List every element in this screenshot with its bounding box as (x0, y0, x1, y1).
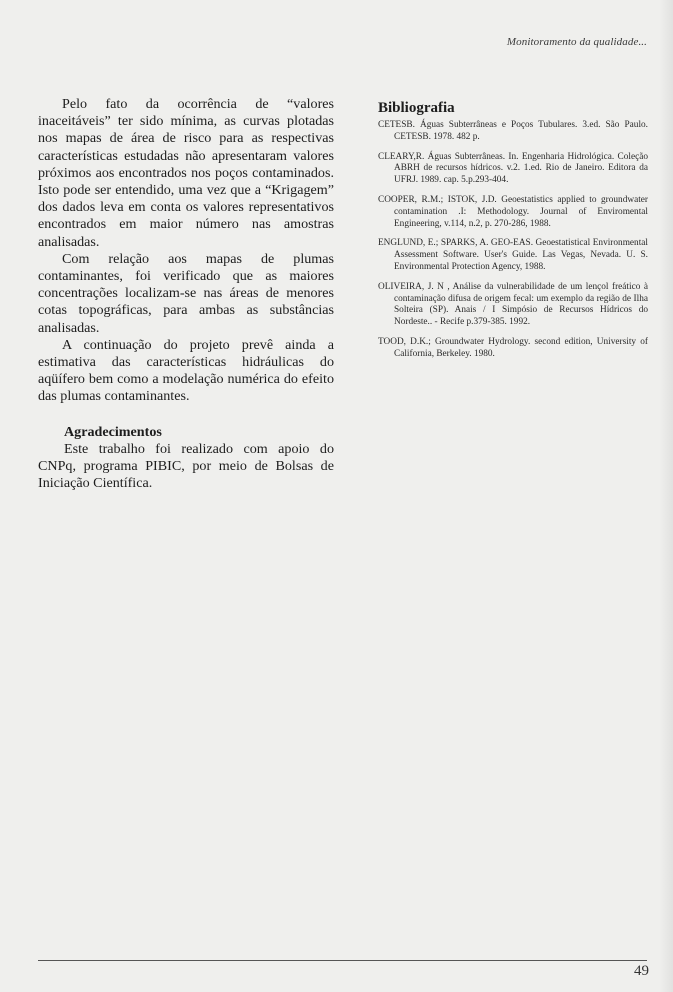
page-number: 49 (634, 963, 649, 979)
body-paragraph-3: A continuação do projeto prevê ainda a estimativa das características hidráulicas do aqüífero bem como a modelação numérica do efeito das plumas contaminantes. (38, 336, 334, 405)
acknowledgements-heading: Agradecimentos (64, 423, 162, 440)
body-paragraph-1: Pelo fato da ocorrência de “valores inaceitáveis” ter sido mínima, as curvas plotadas nos mapas de área de risco para as respectivas características estudadas não apresentaram valores próximos aos encontrados nos poços contaminados. Isto pode ser entendido, uma vez que a “Krigagem” dos dados leva em conta os valores representativos encontrados em maior número nas amostras analisadas. (38, 96, 334, 250)
reference-item: COOPER, R.M.; ISTOK, J.D. Geoestatistics applied to groundwater contamination .I: Methodology. Journal of Enviromental Engineering, v.114, n.2, p. 270-286, 1988. (378, 194, 648, 229)
reference-item: CETESB. Águas Subterrâneas e Poços Tubulares. 3.ed. São Paulo. CETESB. 1978. 482 p. (378, 120, 648, 142)
acknowledgements-text: Este trabalho foi realizado com apoio do CNPq, programa PIBIC, por meio de Bolsas de Iniciação Científica. (38, 440, 334, 492)
bibliography-column (378, 100, 648, 369)
running-header: Monitoramento da qualidade... (506, 36, 647, 48)
reference-item: TOOD, D.K.; Groundwater Hydrology. second edition, University of California, Berkeley. 1980. (378, 336, 648, 359)
left-column (38, 96, 334, 492)
body-paragraph-2: Com relação aos mapas de plumas contaminantes, foi verificado que as maiores concentrações localizam-se nas áreas de menores cotas topográficas, para ambas as substâncias analisadas. (38, 250, 334, 336)
reference-item: ENGLUND, E.; SPARKS, A. GEO-EAS. Geoestatistical Environmental Assessment Software. User's Guide. Las Vegas, Nevada. U. S. Environmental Protection Agency, 1988. (378, 238, 648, 272)
page-edge-shadow (659, 0, 673, 992)
reference-item: OLIVEIRA, J. N , Análise da vulnerabilidade de um lençol freático à contaminação difusa de origem fecal: um exemplo da região de Ilha Solteira (SP). Anais / I Simpósio de Recursos Hídricos do Nordeste.. - Recife p.379-385. 1992. (378, 281, 648, 328)
footer-divider (38, 960, 647, 961)
bibliography-heading: Bibliografia (378, 100, 455, 116)
reference-item: CLEARY,R. Águas Subterrâneas. In. Engenharia Hidrológica. Coleção ABRH de recursos hídricos. v.2. 1.ed. Rio de Janeiro. Editora da UFRJ. 1989. cap. 5.p.293-404. (378, 151, 648, 186)
